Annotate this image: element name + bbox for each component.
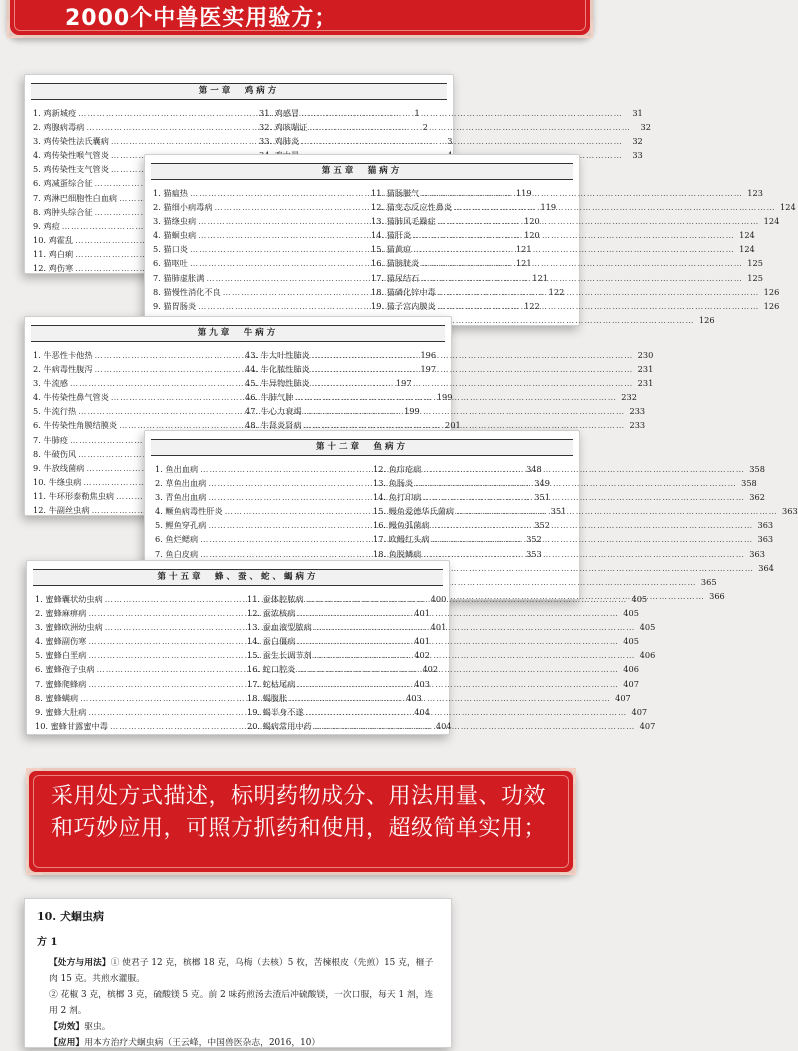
toc-page-number: 404	[435, 720, 452, 731]
banner-corner-ornament	[26, 768, 42, 784]
toc-entry-title: 3. 鸡传染性法氏囊病	[33, 136, 109, 147]
toc-page-number: 407	[615, 692, 631, 703]
toc-entry	[371, 271, 763, 285]
toc-page-number: 407	[623, 678, 639, 689]
toc-page-number: 358	[749, 464, 765, 474]
toc-entry	[371, 200, 796, 214]
toc-leader-dots	[438, 285, 760, 299]
toc-entry	[247, 634, 639, 648]
toc-leader-dots	[301, 134, 623, 148]
toc-entry-title: 4. 牛传染性鼻气管炎	[33, 392, 109, 403]
toc-entry-title: 33. 鸡肺炎	[259, 136, 300, 147]
toc-entry-title: 15. 鳗鱼爱德华氏菌病	[373, 506, 455, 517]
toc-entry	[245, 376, 654, 390]
toc-page-number: 351	[550, 506, 567, 517]
toc-entry-title: 3. 牛流感	[33, 378, 68, 389]
toc-page-number: 120	[524, 230, 540, 241]
feature-banner-text: 采用处方式描述，标明药物成分、用法用量、功效和巧妙应用，可照方抓药和使用，超级简单实用；	[51, 784, 547, 841]
toc-entry-title: 8. 蜜蜂螨病	[35, 692, 79, 703]
recipe-excerpt	[24, 898, 452, 1048]
toc-entry-title: 5. 蜜蜂白垩病	[35, 650, 87, 661]
toc-leader-dots	[306, 592, 628, 606]
toc-entry-title: 32. 鸡咳喘证	[259, 122, 308, 133]
recipe-title: 10. 犬蛔虫病	[37, 910, 104, 923]
toc-page-number: 3	[447, 136, 453, 147]
toc-entry	[373, 504, 798, 518]
toc-page-number: 404	[414, 706, 430, 717]
toc-page-number: 233	[629, 420, 646, 431]
application-label: 【应用】	[49, 1038, 85, 1048]
chapter-heading: 第一章 鸡病方	[31, 83, 447, 100]
toc-entry-title: 8. 猫慢性消化不良	[153, 286, 221, 297]
toc-entry	[245, 404, 646, 418]
toc-entry-title: 3. 蜜蜂欧洲幼虫病	[35, 622, 103, 633]
toc-leader-dots	[432, 561, 754, 575]
toc-entry	[259, 120, 651, 134]
toc-page-number: 124	[739, 244, 755, 255]
toc-entry-title: 2. 蜜蜂麻痹病	[35, 608, 87, 619]
toc-entry-title: 5. 牛流行热	[33, 406, 77, 417]
usage-text-1: ① 使君子 12 克，槟榔 18 克，乌梅（去核）5 枚，苦楝根皮（先煎）15 克，榧子肉 15 克。共煎水灌服。	[49, 958, 434, 984]
toc-entry	[373, 490, 765, 504]
toc-entry-title: 1. 鱼出血病	[155, 464, 199, 474]
toc-page-number: 125	[747, 258, 763, 269]
toc-entry-title: 31. 鸡感冒	[259, 108, 300, 118]
toc-leader-dots	[297, 606, 619, 620]
toc-leader-dots	[304, 404, 626, 418]
toc-entry-title: 5. 鲤鱼穿孔病	[155, 520, 207, 531]
toc-page-number: 348	[526, 464, 542, 474]
toc-entry	[259, 134, 643, 148]
toc-leader-dots	[295, 390, 617, 404]
toc-page-number: 121	[532, 272, 548, 283]
toc-leader-dots	[415, 476, 737, 490]
toc-entry-title: 10. 鸡霍乱	[33, 234, 74, 245]
toc-page-number: 351	[534, 492, 550, 503]
toc-page-number: 197	[420, 364, 437, 375]
toc-page-number: 32	[632, 136, 643, 147]
toc-entry-title: 16. 蛇口腔炎	[247, 664, 296, 675]
toc-page-number: 197	[395, 378, 412, 389]
toc-leader-dots	[423, 462, 745, 476]
toc-leader-dots	[314, 620, 636, 634]
toc-entry-title: 15. 蚕生长调节剂	[247, 650, 312, 661]
toc-leader-dots	[454, 200, 776, 214]
toc-entry-title: 7. 鸡淋巴细胞性白血病	[33, 192, 118, 203]
toc-page-number: 31	[632, 108, 643, 118]
toc-page-number: 231	[637, 364, 654, 375]
toc-entry-title: 2. 鸡腺病毒病	[33, 122, 85, 133]
toc-page-number: 201	[445, 420, 461, 431]
toc-entry-title: 9. 牛放线菌病	[33, 462, 85, 473]
toc-page-number: 405	[631, 594, 648, 604]
toc-leader-dots	[421, 256, 743, 270]
toc-page-number: 125	[747, 272, 763, 283]
toc-leader-dots	[297, 677, 619, 691]
banner-corner-ornament	[7, 22, 23, 38]
toc-page-number: 230	[637, 350, 654, 360]
chapter-heading: 第九章 牛病方	[31, 325, 445, 342]
toc-page-number: 124	[763, 216, 780, 227]
banner-corner-ornament	[560, 859, 576, 875]
toc-page-number: 199	[436, 392, 453, 403]
toc-entry	[245, 362, 654, 376]
recipe-effect-paragraph	[37, 1019, 439, 1035]
toc-entry-title: 7. 鱼白皮病	[155, 548, 199, 559]
toc-entry	[371, 214, 780, 228]
toc-entry-title: 17. 猫尿结石	[371, 272, 420, 283]
toc-entry-title: 3. 猫绦虫病	[153, 216, 197, 227]
toc-page-number: 406	[623, 664, 639, 675]
toc-page-number: 126	[763, 286, 780, 297]
chapter-heading: 第五章 猫病方	[151, 163, 573, 180]
toc-page-number: 352	[526, 534, 542, 545]
toc-entry	[373, 532, 774, 546]
toc-entry	[373, 462, 765, 476]
toc-page-number: 401	[414, 608, 430, 619]
toc-entry-title: 20. 蝎病常用中药	[247, 720, 312, 731]
toc-leader-dots	[312, 362, 634, 376]
toc-leader-dots	[314, 719, 636, 733]
toc-entry-title: 6. 猫呕吐	[153, 258, 188, 269]
toc-leader-dots	[301, 106, 623, 120]
toc-entry-title: 14. 蚕白僵病	[247, 636, 296, 647]
toc-entry-title: 4. 蜜蜂副伤寒	[35, 636, 87, 647]
toc-leader-dots	[432, 518, 754, 532]
banner-corner-ornament	[577, 22, 593, 38]
toc-page-number: 403	[414, 678, 430, 689]
toc-entry	[247, 677, 639, 691]
toc-entry	[371, 186, 763, 200]
toc-leader-dots	[309, 120, 631, 134]
toc-entry-title: 3. 青鱼出血病	[155, 492, 207, 503]
toc-entry-title: 4. 猫蛔虫病	[153, 230, 197, 241]
toc-entry-title: 11. 牛环形泰勒焦虫病	[33, 490, 115, 501]
usage-label: 【处方与用法】	[49, 958, 111, 968]
toc-page-number: 364	[758, 562, 774, 573]
toc-page-number: 199	[404, 406, 420, 417]
toc-entry-title: 12. 鸡伤寒	[33, 263, 74, 274]
toc-entry-title: 14. 鱼打印病	[373, 492, 422, 503]
toc-entry-title: 9. 鸡痘	[33, 220, 60, 231]
banner-corner-ornament	[560, 768, 576, 784]
toc-page-number: 401	[430, 622, 447, 633]
toc-page-number: 362	[749, 492, 765, 503]
toc-entry	[373, 476, 757, 490]
toc-leader-dots	[289, 691, 611, 705]
toc-entry-title: 48. 牛肾炎肾病	[245, 420, 302, 431]
toc-entry-title: 13. 蚕血液型脓病	[247, 622, 312, 633]
toc-entry-title: 43. 牛大叶性肺炎	[245, 350, 310, 360]
toc-entry-title: 2. 猫细小病毒病	[153, 202, 213, 213]
effect-label: 【功效】	[49, 1022, 85, 1032]
toc-entry-title: 8. 牛破伤风	[33, 448, 77, 459]
toc-entry-title: 18. 鱼脱鳞病	[373, 548, 422, 559]
toc-entry-title: 6. 牛传染性角膜结膜炎	[33, 420, 118, 431]
toc-page-number: 119	[540, 202, 557, 213]
toc-page-number: 405	[623, 608, 639, 619]
toc-page-number: 121	[515, 258, 532, 269]
top-banner	[7, 0, 593, 38]
toc-entry-title: 10. 牛绦虫病	[33, 476, 82, 487]
toc-entry	[247, 705, 648, 719]
toc-entry-title: 5. 鸡传染性支气管炎	[33, 164, 109, 175]
toc-page-number: 122	[548, 286, 565, 297]
toc-entry-title: 7. 牛肺疫	[33, 434, 68, 445]
toc-page-number: 1	[414, 108, 420, 118]
toc-page-number: 124	[780, 202, 796, 213]
toc-page-number: 353	[526, 548, 542, 559]
toc-page-number: 363	[782, 506, 798, 517]
toc-entry-title: 1. 蜜蜂囊状幼虫病	[35, 594, 103, 604]
toc-entry	[371, 228, 755, 242]
effect-text: 驱虫。	[84, 1022, 111, 1032]
toc-leader-dots	[413, 242, 735, 256]
top-banner-text: 2000个中兽医实用验方；	[65, 6, 338, 31]
toc-entry	[247, 620, 656, 634]
toc-page-number: 402	[422, 664, 439, 675]
toc-page-number: 121	[515, 244, 532, 255]
toc-leader-dots	[421, 271, 743, 285]
toc-page-number: 32	[640, 122, 651, 133]
usage-text-2: ② 花椒 3 克，槟榔 3 克，硫酸镁 5 克。前 2 味药煎汤去渣后冲硫酸镁，一次口服，每天 1 剂，连用 2 剂。	[49, 990, 434, 1016]
toc-page-number: 231	[637, 378, 654, 389]
toc-entry-title: 12. 猫变态反应性鼻炎	[371, 202, 453, 213]
toc-page-number: 126	[698, 314, 715, 325]
toc-entry-title: 5. 猫口炎	[153, 244, 188, 255]
toc-page-number: 406	[639, 650, 656, 661]
toc-entry-title: 17. 欧鳗红头病	[373, 534, 430, 545]
toc-leader-dots	[312, 348, 634, 362]
toc-entry-title: 19. 猫子宫内膜炎	[371, 300, 436, 311]
toc-page-number: 363	[749, 548, 765, 559]
toc-leader-dots	[314, 648, 636, 662]
toc-entry-title: 7. 蜜蜂爬蜂病	[35, 678, 87, 689]
toc-entry-title: 1. 鸡新城疫	[33, 108, 77, 118]
toc-entry-title: 19. 蝎半身不遂	[247, 706, 304, 717]
toc-entry-title: 2. 草鱼出血病	[155, 478, 207, 489]
toc-entry-title: 45. 牛异物性肺炎	[245, 378, 310, 389]
toc-entry-title: 16. 鳗鱼弧菌病	[373, 520, 430, 531]
toc-page-number: 401	[414, 636, 430, 647]
toc-entry	[373, 518, 774, 532]
toc-page-number: 123	[747, 188, 763, 198]
toc-entry	[247, 662, 639, 676]
toc-entry-title: 6. 鱼烂鳃病	[155, 534, 199, 545]
toc-entry-title: 1. 牛恶性卡他热	[33, 350, 93, 360]
toc-leader-dots	[306, 705, 628, 719]
toc-leader-dots	[312, 376, 634, 390]
toc-page-number: 363	[757, 520, 774, 531]
toc-entry-title: 9. 蜜蜂大肚病	[35, 706, 87, 717]
toc-page-number: 358	[741, 478, 757, 489]
toc-column-right	[371, 186, 796, 327]
toc-page-number: 120	[524, 216, 540, 227]
banner-corner-ornament	[26, 859, 42, 875]
toc-entry-title: 4. 鳜鱼病毒性肝炎	[155, 506, 223, 517]
toc-page-number: 349	[534, 478, 550, 489]
toc-page-number: 407	[639, 720, 656, 731]
toc-page-number: 405	[623, 636, 639, 647]
toc-entry-title: 16. 猫膀胱炎	[371, 258, 420, 269]
toc-page-number: 232	[621, 392, 637, 403]
toc-entry-title: 18. 蝎腹胀	[247, 692, 288, 703]
toc-page-number: 126	[763, 300, 780, 311]
toc-page-number: 405	[639, 622, 656, 633]
toc-entry	[371, 256, 763, 270]
toc-entry-title: 18. 猫磷化锌中毒	[371, 286, 436, 297]
toc-leader-dots	[413, 228, 735, 242]
toc-entry-title: 1. 猫瘟热	[153, 188, 188, 198]
toc-entry-title: 11. 鸡白痢	[33, 248, 74, 259]
toc-entry	[247, 691, 631, 705]
toc-entry-title: 2. 牛病毒性腹泻	[33, 364, 93, 375]
toc-page-number: 119	[515, 188, 532, 198]
toc-entry	[371, 299, 780, 313]
toc-leader-dots	[432, 532, 754, 546]
toc-entry-title: 46. 牛肺气肿	[245, 392, 294, 403]
toc-page-number: 233	[629, 406, 646, 417]
toc-page-number: 365	[700, 576, 717, 587]
toc-entry-title: 47. 牛心力衰竭	[245, 406, 302, 417]
toc-leader-dots	[438, 299, 760, 313]
toc-entry-title: 6. 蜜蜂孢子虫病	[35, 664, 95, 675]
toc-entry-title: 44. 牛化脓性肺炎	[245, 364, 310, 375]
toc-entry-title: 11. 猫肠臌气	[371, 188, 420, 198]
recipe-application-paragraph	[37, 1035, 439, 1051]
toc-leader-dots	[421, 186, 743, 200]
toc-leader-dots	[438, 214, 760, 228]
recipe-formula-number: 方 1	[37, 937, 58, 948]
toc-entry-title: 7. 猫肺虚胀满	[153, 272, 205, 283]
toc-page-number: 124	[739, 230, 755, 241]
toc-leader-dots	[423, 547, 745, 561]
toc-entry	[259, 106, 643, 120]
toc-page-number: 400	[430, 594, 447, 604]
toc-page-number: 352	[534, 520, 550, 531]
toc-entry	[373, 547, 765, 561]
toc-entry-title: 13. 猫肺风毛躁症	[371, 216, 436, 227]
toc-entry-title: 11. 蚕体腔脓病	[247, 594, 304, 604]
toc-page-number: 122	[524, 300, 540, 311]
toc-leader-dots	[297, 662, 619, 676]
recipe-usage-paragraph	[37, 955, 439, 987]
toc-entry-title: 10. 蜜蜂甘露蜜中毒	[35, 720, 108, 731]
application-text: 用本方治疗犬蛔虫病（王云峰，中国兽医杂志，2016，10）	[84, 1038, 321, 1048]
toc-page-number: 366	[709, 590, 725, 601]
toc-page-number: 2	[422, 122, 428, 133]
toc-entry-title: 6. 鸡减蛋综合征	[33, 178, 93, 189]
toc-page-number: 402	[414, 650, 430, 661]
toc-entry-title: 12. 牛副丝虫病	[33, 505, 90, 516]
toc-leader-dots	[297, 634, 619, 648]
toc-card-bee-silkworm-snake-scorpion	[26, 560, 656, 735]
feature-banner	[26, 768, 576, 875]
toc-leader-dots	[423, 490, 745, 504]
chapter-heading: 第十二章 鱼病方	[151, 439, 573, 456]
toc-entry-title: 13. 鱼肠炎	[373, 478, 414, 489]
toc-entry-title: 8. 鸡肿头综合征	[33, 206, 93, 217]
toc-page-number: 407	[631, 706, 648, 717]
toc-entry-title: 9. 猫胃肠炎	[153, 300, 197, 311]
toc-leader-dots	[456, 504, 778, 518]
toc-entry	[371, 242, 755, 256]
toc-page-number: 33	[632, 150, 643, 161]
toc-page-number: 363	[757, 534, 774, 545]
toc-entry	[245, 390, 637, 404]
toc-entry	[247, 592, 648, 606]
toc-entry-title: 12. 蚕浓核病	[247, 608, 296, 619]
toc-entry-title: 14. 猫肝炎	[371, 230, 412, 241]
toc-entry-title: 15. 猫黄疸	[371, 244, 412, 255]
toc-entry-title: 17. 蛇枯尾病	[247, 678, 296, 689]
toc-entry-title: 12. 鱼疖疮病	[373, 464, 422, 474]
chapter-heading: 第十五章 蜂、蚕、蛇、蝎病方	[33, 569, 443, 586]
toc-entry-title: 4. 鸡传染性喉气管炎	[33, 150, 109, 161]
toc-entry	[371, 285, 780, 299]
toc-entry	[247, 648, 656, 662]
toc-entry	[245, 348, 654, 362]
toc-page-number: 403	[406, 692, 422, 703]
toc-entry	[247, 606, 639, 620]
toc-page-number: 196	[420, 350, 437, 360]
